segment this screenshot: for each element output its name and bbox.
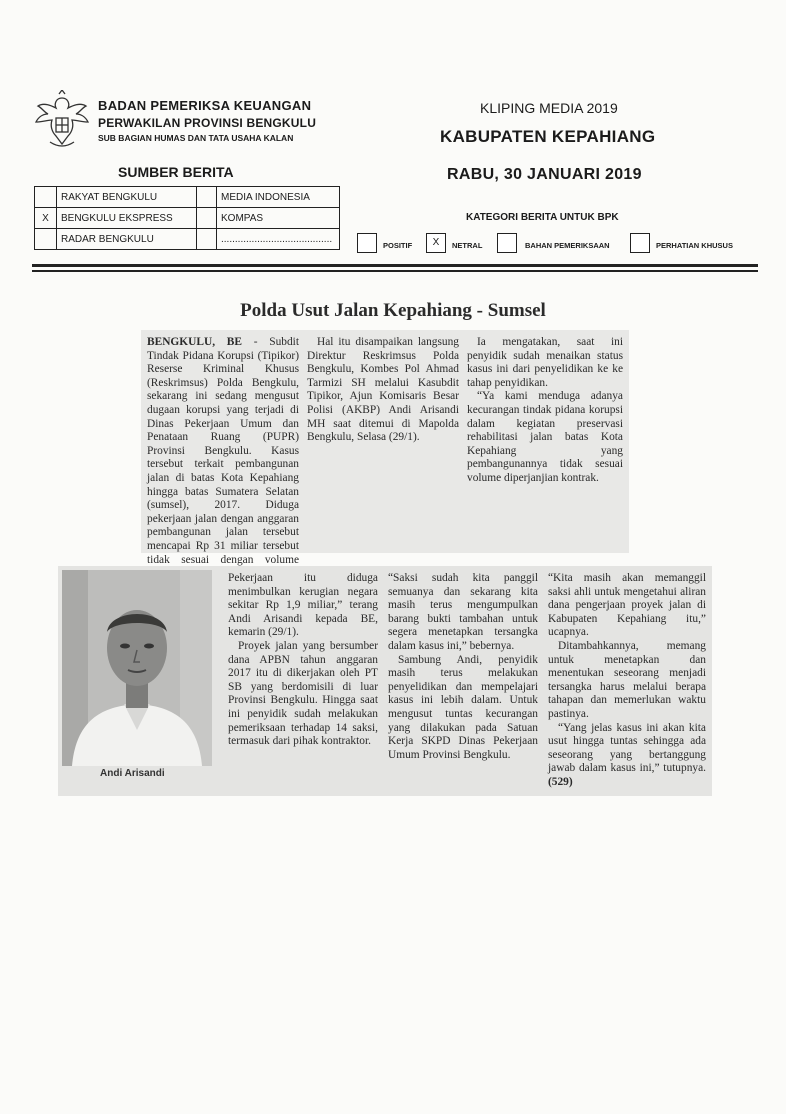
- article-headline: Polda Usut Jalan Kepahiang - Sumsel: [240, 300, 546, 321]
- source-name: RADAR BENGKULU: [57, 229, 197, 250]
- source-name: RAKYAT BENGKULU: [57, 187, 197, 208]
- category-label: POSITIF: [383, 241, 413, 250]
- source-name: BENGKULU EKSPRESS: [57, 208, 197, 229]
- article-paragraph: Pekerjaan itu diduga menimbulkan kerugian negara sekitar Rp 1,9 miliar,” terang Andi Arisandi kepada BE, kemarin (29/1).: [228, 572, 378, 639]
- article-column: [307, 336, 459, 445]
- article-dateline: BENGKULU, BE: [147, 336, 242, 348]
- article-paragraph: “Ya kami menduga adanya kecurangan tindak pidana korupsi dalam kegiatan preservasi rehabilitasi jalan batas Kota Kepahiang yang pembangunannya tidak sesuai volume diperjanjian kontrak.: [467, 390, 623, 484]
- category-checkbox-bahan-pemeriksaan[interactable]: [497, 233, 517, 253]
- category-title: KATEGORI BERITA UNTUK BPK: [466, 212, 619, 223]
- source-checkbox[interactable]: [35, 229, 57, 250]
- article-signoff: (529): [548, 775, 573, 788]
- source-name: ........................................: [217, 229, 340, 250]
- article-text: - Subdit Tindak Pidana Korupsi (Tipikor) Reserse Kriminal Khusus (Reskrimsus) Polda Bengkulu, sekarang ini sedang mengusut dugaan korupsi yang terjadi di Dinas Pekerjaan Umum dan Penataan Ruang (PUPR) Provinsi Bengkulu. Kasus tersebut terkait pembangunan jalan di batas Kota Kepahiang hingga batas Sumatera Selatan (sumsel), 2017. Diduga pekerjaan jalan dengan anggaran pembangunan jalan tersebut mencapai Rp 31 miliar tersebut tidak sesuai dengan volume: [147, 336, 299, 566]
- publication-date: RABU, 30 JANUARI 2019: [447, 166, 642, 183]
- photo-caption: Andi Arisandi: [100, 768, 165, 779]
- header-divider: [32, 270, 758, 272]
- article-column: [467, 336, 623, 486]
- category-checkbox-perhatian-khusus[interactable]: [630, 233, 650, 253]
- source-checkbox[interactable]: [35, 187, 57, 208]
- source-row: [35, 187, 340, 208]
- garuda-emblem-icon: [32, 90, 92, 152]
- article-paragraph: Sambung Andi, penyidik masih terus melakukan penyelidikan dan mempelajari kasus ini lebih dalam. Untuk mengusut tuntas kecurangan yang dilakukan pada Satuan Kerja SKPD Dinas Pekerjaan Umum Provinsi Bengkulu.: [388, 653, 538, 761]
- header-divider: [32, 264, 758, 267]
- org-name: BADAN PEMERIKSA KEUANGAN: [98, 98, 312, 113]
- source-row: [35, 208, 340, 229]
- article-text: “Yang jelas kasus ini akan kita usut hingga tuntas sehingga ada seseorang yang bertanggung jawab dalam kasus ini,” tutupnya.: [548, 721, 706, 775]
- article-paragraph: “Saksi sudah kita panggil semuanya dan sekarang kita masih terus mengumpulkan barang bukti tambahan untuk segera menetapkan tersangka dalam kasus ini,” bebernya.: [388, 572, 538, 652]
- article-column: [548, 572, 706, 790]
- article-column: [228, 572, 378, 749]
- source-row: [35, 229, 340, 250]
- org-region: PERWAKILAN PROVINSI BENGKULU: [98, 116, 317, 130]
- source-checkbox[interactable]: [197, 229, 217, 250]
- article-paragraph: Proyek jalan yang bersumber dana APBN tahun anggaran 2017 itu di dikerjakan oleh PT SB yang berdomisili di luar Provinsi Bengkulu. Hingga saat ini penyidik sudah melakukan pemeriksaan terhadap 14 saksi, termasuk dari pihak kontraktor.: [228, 639, 378, 748]
- category-checkbox-netral[interactable]: X: [426, 233, 446, 253]
- article-paragraph: Hal itu disampaikan langsung Direktur Reskrimsus Polda Bengkulu, Kombes Pol Ahmad Tarmizi SH melalui Kasubdit Tipikor, Ajun Komisaris Besar Polisi (AKBP) Andi Arisandi MH saat ditemui di Mapolda Bengkulu, Selasa (29/1).: [307, 336, 459, 444]
- kliping-label: KLIPING MEDIA 2019: [480, 100, 618, 116]
- source-title: SUMBER BERITA: [118, 164, 234, 180]
- source-name: MEDIA INDONESIA: [217, 187, 340, 208]
- article-paragraph: [548, 722, 706, 790]
- source-checkbox[interactable]: X: [35, 208, 57, 229]
- article-paragraph: Ia mengatakan, saat ini penyidik sudah menaikan status kasus ini dari penyelidikan ke ke tahap penyidikan.: [467, 336, 623, 389]
- kabupaten-title: KABUPATEN KEPAHIANG: [440, 127, 656, 146]
- article-paragraph: “Kita masih akan memanggil saksi ahli untuk mengetahui aliran dana pengerjaan proyek jalan di Kabupaten Kepahiang itu,” ucapnya.: [548, 572, 706, 639]
- source-table: [34, 186, 340, 250]
- source-checkbox[interactable]: [197, 187, 217, 208]
- article-paragraph: Ditambahkannya, memang untuk menetapkan dan menentukan seseorang menjadi tersangka harus melalui berapa tahapan dan memerlukan waktu pastinya.: [548, 639, 706, 720]
- person-photo-illustration: [62, 570, 212, 766]
- article-column: [388, 572, 538, 762]
- org-subdivision: SUB BAGIAN HUMAS DAN TATA USAHA KALAN: [98, 133, 294, 143]
- category-label: BAHAN PEMERIKSAAN: [525, 241, 610, 250]
- category-label: NETRAL: [452, 241, 483, 250]
- category-checkbox-positif[interactable]: [357, 233, 377, 253]
- source-checkbox[interactable]: [197, 208, 217, 229]
- category-label: PERHATIAN KHUSUS: [656, 241, 733, 250]
- article-clipping-top: [141, 330, 629, 566]
- person-photo: [62, 570, 212, 766]
- source-name: KOMPAS: [217, 208, 340, 229]
